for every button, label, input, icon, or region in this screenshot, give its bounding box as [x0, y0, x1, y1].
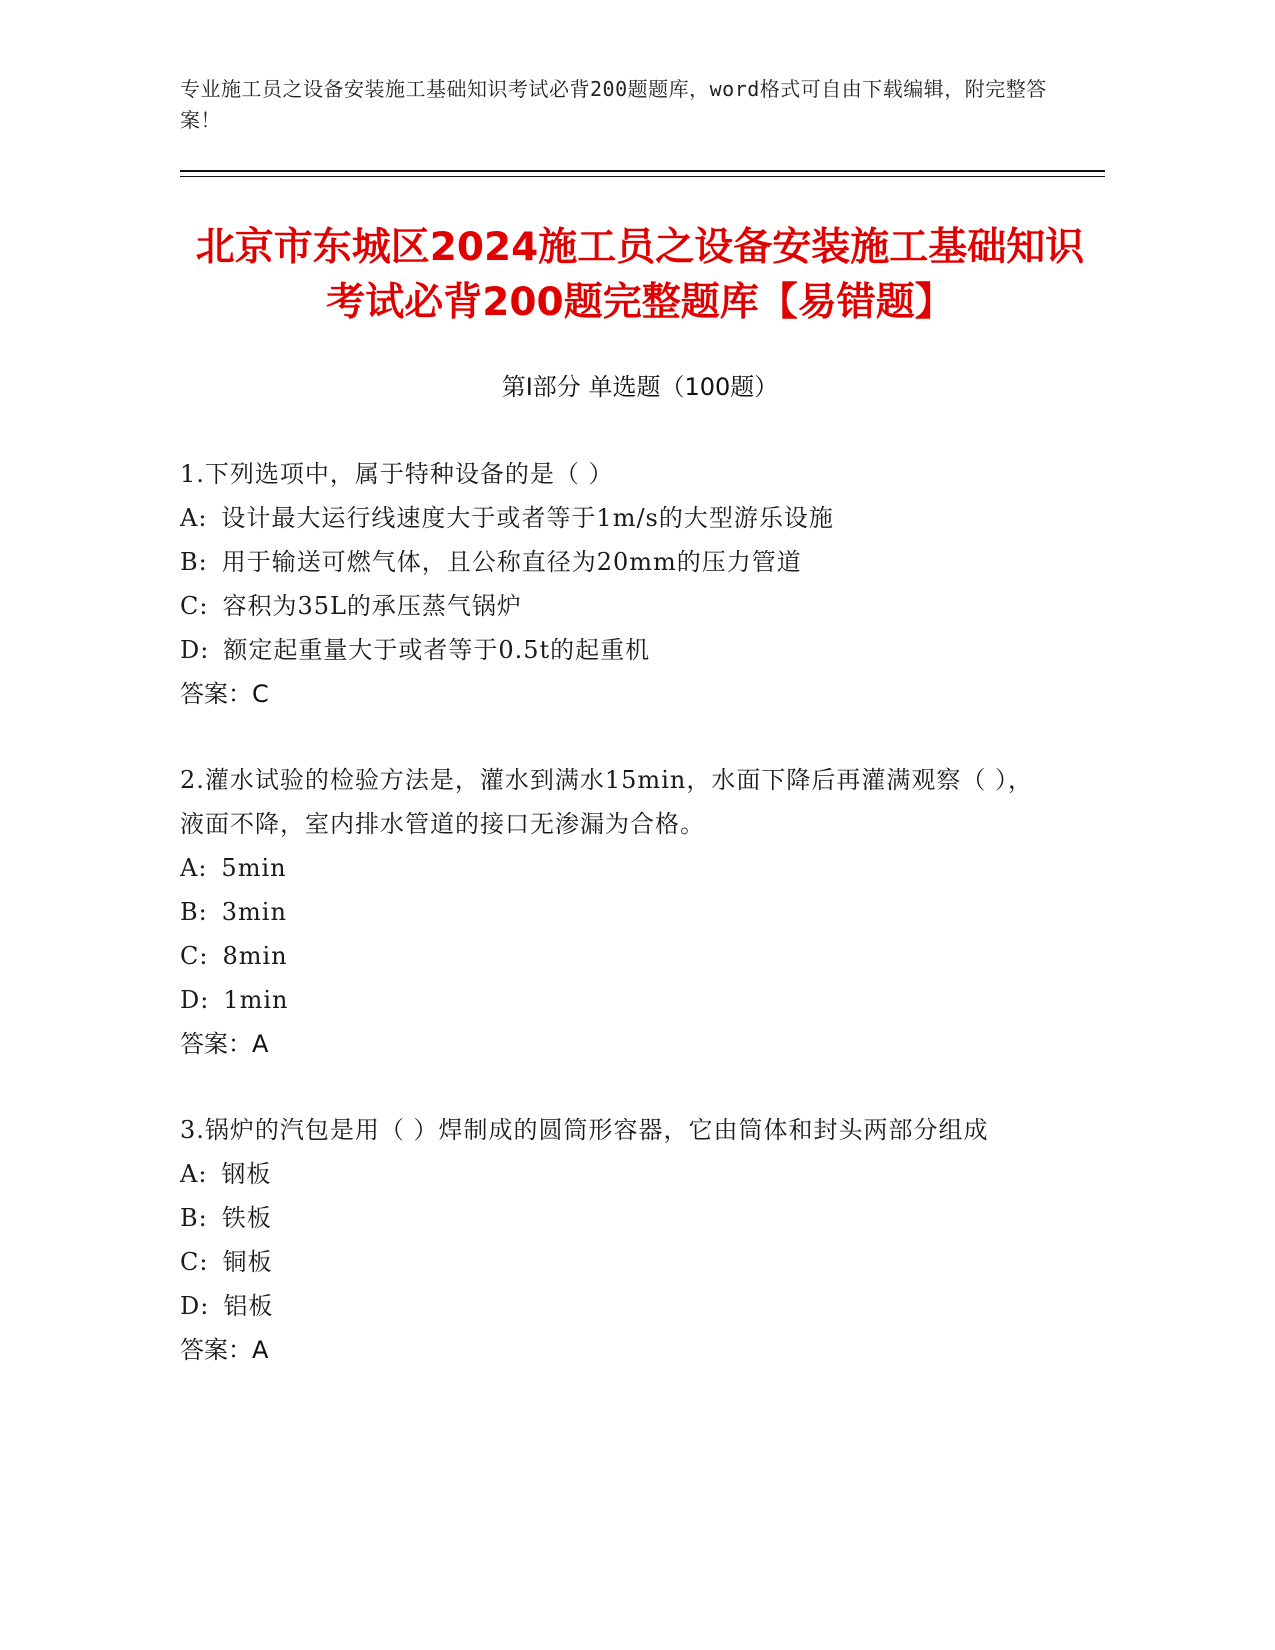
section-title: 第I部分 单选题（100题）	[501, 373, 779, 401]
option-c	[180, 1240, 1050, 1284]
option-letter: C:	[180, 942, 209, 970]
option-letter: C:	[180, 592, 209, 620]
option-letter: A:	[180, 1160, 208, 1188]
option-b	[180, 1196, 1050, 1240]
answer-line: 答案：C	[180, 680, 269, 708]
question-item	[180, 452, 1050, 716]
question-item	[180, 1108, 1050, 1372]
option-text: 8min	[222, 942, 288, 970]
option-text: 容积为35L的承压蒸气锅炉	[222, 592, 522, 620]
option-a	[180, 846, 1050, 890]
option-letter: B:	[180, 1204, 208, 1232]
option-text: 钢板	[221, 1160, 272, 1188]
document-title: 北京市东城区2024施工员之设备安装施工基础知识考试必背200题完整题库【易错题】	[195, 225, 1085, 325]
question-stem: 1.下列选项中，属于特种设备的是（ ）	[180, 460, 614, 488]
option-d	[180, 628, 1050, 672]
option-text: 3min	[221, 898, 287, 926]
option-letter: D:	[180, 986, 210, 1014]
answer-line: 答案：A	[180, 1336, 269, 1364]
header-divider-thin	[180, 176, 1105, 177]
option-text: 铝板	[223, 1292, 274, 1320]
option-letter: B:	[180, 898, 208, 926]
option-letter: C:	[180, 1248, 209, 1276]
question-stem: 3.锅炉的汽包是用（ ）焊制成的圆筒形容器，它由筒体和封头两部分组成	[180, 1116, 989, 1144]
option-letter: D:	[180, 1292, 210, 1320]
answer-line: 答案：A	[180, 1030, 269, 1058]
option-text: 铜板	[222, 1248, 273, 1276]
option-a	[180, 1152, 1050, 1196]
option-d	[180, 978, 1050, 1022]
option-c	[180, 584, 1050, 628]
option-c	[180, 934, 1050, 978]
header-note: 专业施工员之设备安装施工基础知识考试必背200题题库，word格式可自由下载编辑，附完整答案！	[180, 77, 1047, 132]
option-text: 铁板	[221, 1204, 272, 1232]
option-letter: B:	[180, 548, 208, 576]
option-letter: A:	[180, 504, 208, 532]
question-list	[180, 452, 1050, 1414]
question-item	[180, 758, 1050, 1066]
option-text: 设计最大运行线速度大于或者等于1m/s的大型游乐设施	[221, 504, 834, 532]
option-text: 1min	[223, 986, 289, 1014]
option-a	[180, 496, 1050, 540]
option-text: 5min	[221, 854, 287, 882]
option-text: 用于输送可燃气体，且公称直径为20mm的压力管道	[221, 548, 802, 576]
header-divider-thick	[180, 170, 1105, 172]
option-d	[180, 1284, 1050, 1328]
option-b	[180, 540, 1050, 584]
option-letter: D:	[180, 636, 210, 664]
option-text: 额定起重量大于或者等于0.5t的起重机	[223, 636, 651, 664]
option-letter: A:	[180, 854, 208, 882]
question-stem: 2.灌水试验的检验方法是，灌水到满水15min，水面下降后再灌满观察（ ），液面不降，室内排水管道的接口无渗漏为合格。	[180, 766, 1033, 838]
option-b	[180, 890, 1050, 934]
